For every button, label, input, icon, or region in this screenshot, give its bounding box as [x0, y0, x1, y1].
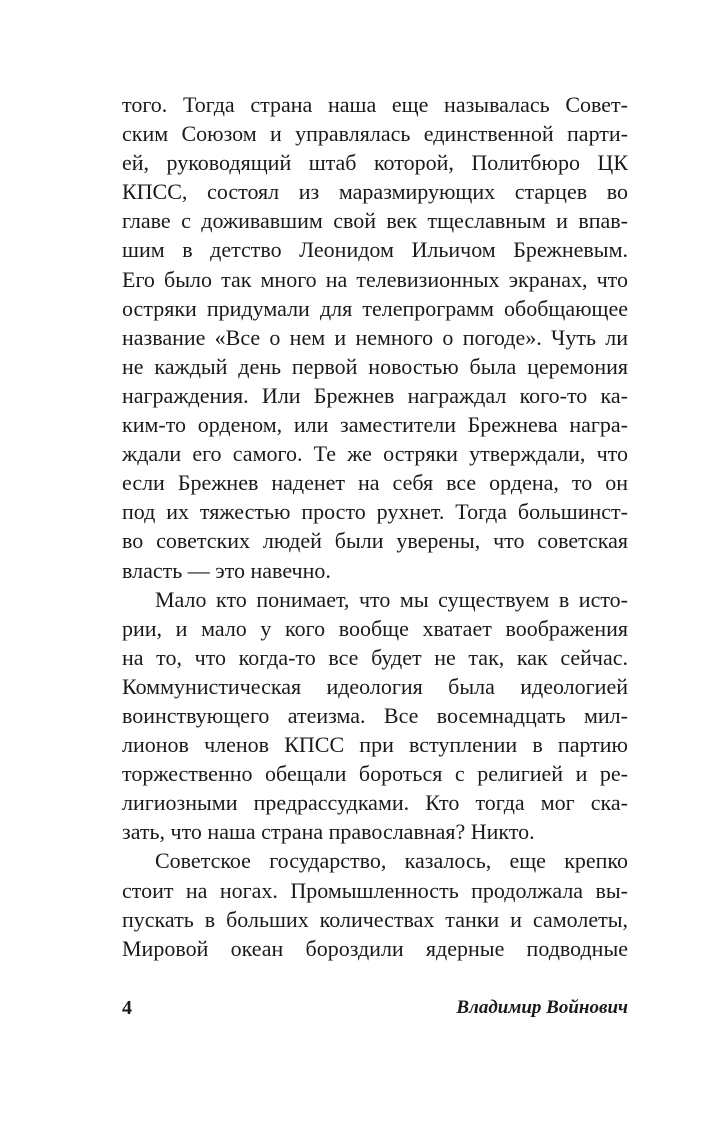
text-line: во советских людей были уверены, что советская	[122, 528, 628, 554]
text-line: зать, что наша страна православная? Никто.	[122, 819, 535, 845]
text-line: торжественно обещали бороться с религией и ре-	[122, 761, 628, 787]
text-line: воинствующего атеизма. Все восемнадцать мил-	[122, 702, 628, 728]
text-line: остряки придумали для телепрограмм обобщающее	[122, 295, 628, 321]
page-number: 4	[122, 997, 132, 1019]
text-line: Его было так много на телевизионных экранах, что	[122, 266, 628, 292]
text-line: Коммунистическая идеология была идеологией	[122, 673, 628, 699]
text-line: награждения. Или Брежнев награждал кого-то ка-	[122, 382, 628, 408]
text-line: не каждый день первой новостью была церемония	[122, 353, 628, 379]
text-line: того. Тогда страна наша еще называлась Совет-	[122, 92, 628, 117]
page-footer	[122, 993, 628, 1023]
text-line: ей, руководящий штаб которой, Политбюро ЦК	[122, 150, 628, 176]
text-line: Советское государство, казалось, еще крепко	[155, 848, 628, 874]
running-head-author: Владимир Войнович	[456, 997, 628, 1018]
text-line: ским Союзом и управлялась единственной парти-	[122, 121, 628, 147]
text-line: лионов членов КПСС при вступлении в партию	[122, 732, 628, 758]
text-line: название «Все о нем и немного о погоде». Чуть ли	[122, 324, 628, 350]
text-line: ким-то орденом, или заместители Брежнева награ-	[122, 412, 628, 438]
text-line: главе с доживавшим свой век тщеславным и впав-	[122, 208, 628, 234]
text-line: рии, и мало у кого вообще хватает воображения	[122, 615, 628, 641]
text-line: лигиозными предрассудками. Кто тогда мог ска-	[122, 790, 628, 816]
text-line: под их тяжестью просто рухнет. Тогда большинст-	[122, 499, 628, 525]
text-line: пускать в больших количествах танки и самолеты,	[122, 906, 628, 932]
text-line: власть — это навечно.	[122, 557, 331, 583]
body-text	[122, 90, 628, 963]
text-line: стоит на ногах. Промышленность продолжала вы-	[122, 877, 628, 903]
text-line: шим в детство Леонидом Ильичом Брежневым.	[122, 237, 628, 263]
text-line: если Брежнев наденет на себя все ордена, то он	[122, 470, 628, 496]
text-line: ждали его самого. Те же остряки утверждали, что	[122, 441, 628, 467]
text-line: Мировой океан бороздили ядерные подводные	[122, 935, 628, 961]
text-line: на то, что когда-то все будет не так, как сейчас.	[122, 644, 628, 670]
text-line: КПСС, состоял из маразмирующих старцев во	[122, 179, 628, 205]
text-line: Мало кто понимает, что мы существуем в исто-	[155, 586, 628, 612]
